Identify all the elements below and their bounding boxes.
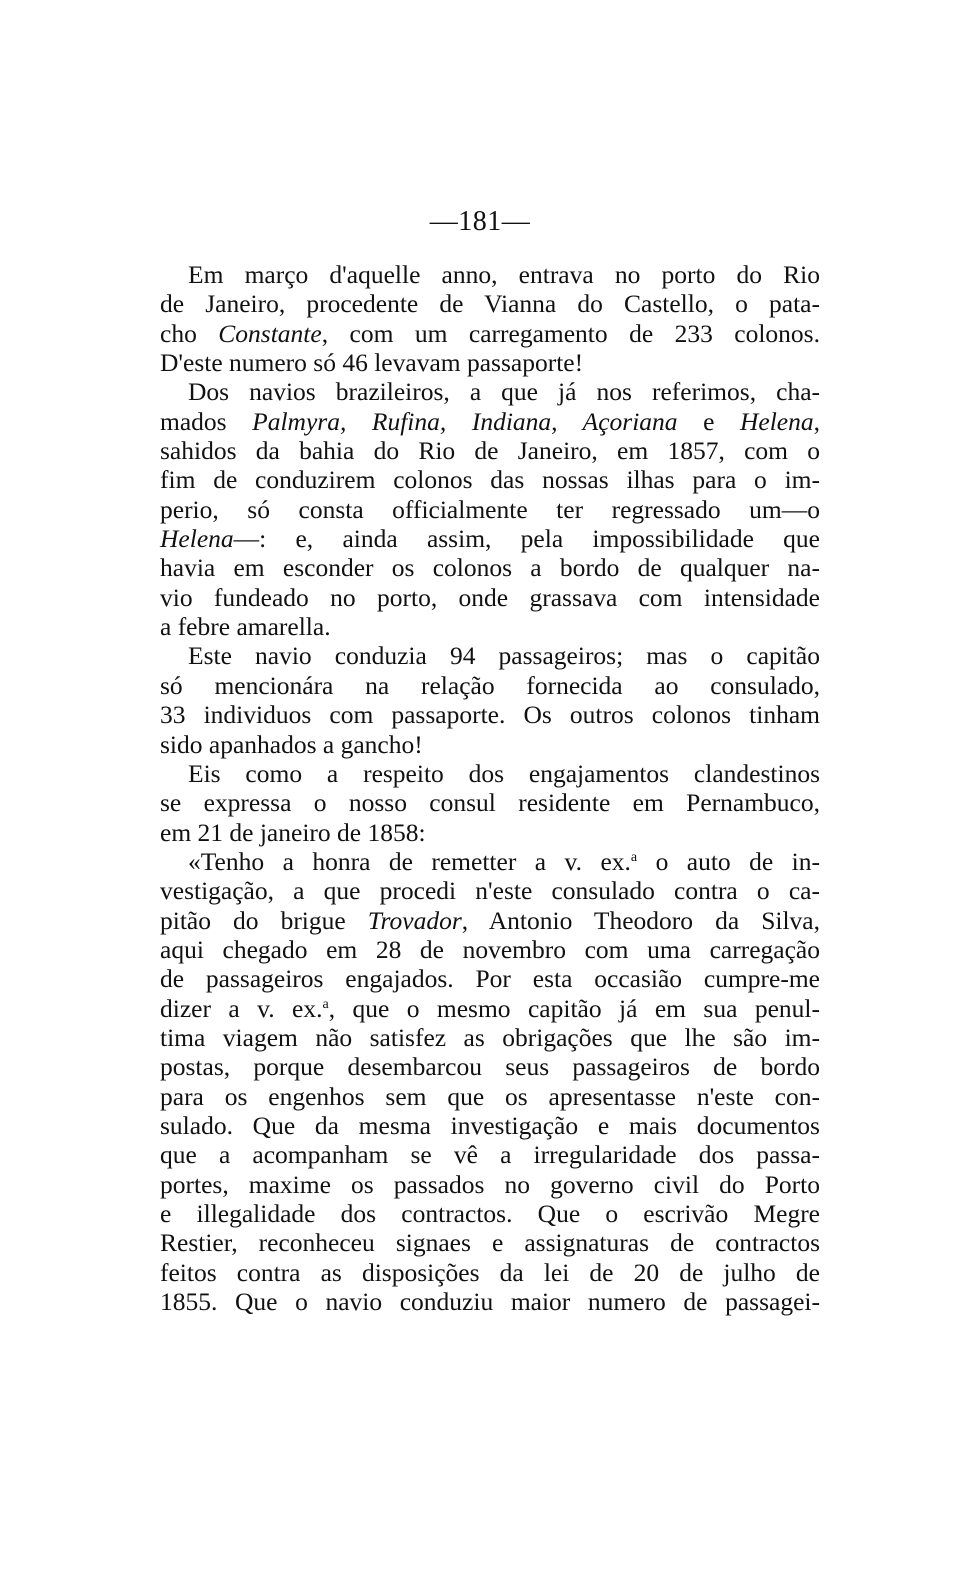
text-line: Dos navios brazileiros, a que já nos referimos, cha- bbox=[188, 377, 820, 407]
text-line: Restier, reconheceu signaes e assignaturas de contractos bbox=[160, 1228, 820, 1258]
text-line: de passageiros engajados. Por esta occasião cumpre-me bbox=[160, 964, 820, 994]
text-line: em 21 de janeiro de 1858: bbox=[160, 817, 426, 847]
text-line: 1855. Que o navio conduziu maior numero de passagei- bbox=[160, 1287, 820, 1317]
body-text bbox=[160, 260, 820, 1316]
text-line: havia em esconder os colonos a bordo de qualquer na- bbox=[160, 553, 820, 583]
text-line: sido apanhados a gancho! bbox=[160, 729, 423, 759]
text-line: postas, porque desembarcou seus passageiros de bordo bbox=[160, 1052, 820, 1082]
text-line: Em março d'aquelle anno, entrava no porto do Rio bbox=[188, 260, 820, 289]
text-line: dizer a v. ex.$^a$, que o mesmo capitão já em sua penul- bbox=[160, 993, 820, 1023]
text-line: portes, maxime os passados no governo civil do Porto bbox=[160, 1169, 820, 1199]
text-line: só mencionára na relação fornecida ao consulado, bbox=[160, 670, 820, 700]
text-line: perio, só consta officialmente ter regressado um—o bbox=[160, 494, 820, 524]
text-line: vio fundeado no porto, onde grassava com intensidade bbox=[160, 582, 820, 612]
text-line: cho Constante, com um carregamento de 233 colonos. bbox=[160, 318, 820, 348]
text-line: feitos contra as disposições da lei de 20 de julho de bbox=[160, 1257, 820, 1287]
text-line: tima viagem não satisfez as obrigações que lhe são im- bbox=[160, 1022, 820, 1052]
text-line: aqui chegado em 28 de novembro com uma carregação bbox=[160, 934, 820, 964]
text-line: sulado. Que da mesma investigação e mais documentos bbox=[160, 1110, 820, 1140]
text-line: se expressa o nosso consul residente em Pernambuco, bbox=[160, 788, 820, 818]
page-number: —181— bbox=[429, 206, 531, 237]
text-line: vestigação, a que procedi n'este consulado contra o ca- bbox=[160, 876, 820, 906]
text-line: mados Palmyra, Rufina, Indiana, Açoriana e Helena, bbox=[160, 406, 820, 436]
text-line: a febre amarella. bbox=[160, 612, 331, 642]
text-line: «Tenho a honra de remetter a v. ex.$^a$ o auto de in- bbox=[188, 846, 820, 876]
text-line: fim de conduzirem colonos das nossas ilhas para o im- bbox=[160, 465, 820, 495]
text-line: pitão do brigue Trovador, Antonio Theodoro da Silva, bbox=[160, 905, 820, 935]
text-line: Eis como a respeito dos engajamentos clandestinos bbox=[188, 758, 820, 788]
text-line: de Janeiro, procedente de Vianna do Castello, o pata- bbox=[160, 289, 820, 319]
text-line: para os engenhos sem que os apresentasse n'este con- bbox=[160, 1081, 820, 1111]
text-line: Este navio conduzia 94 passageiros; mas o capitão bbox=[188, 641, 820, 671]
text-line: 33 individuos com passaporte. Os outros colonos tinham bbox=[160, 700, 820, 730]
text-line: sahidos da bahia do Rio de Janeiro, em 1857, com o bbox=[160, 436, 820, 466]
text-line: D'este numero só 46 levavam passaporte! bbox=[160, 348, 584, 378]
text-line: que a acompanham se vê a irregularidade dos passa- bbox=[160, 1140, 820, 1170]
text-line: Helena—: e, ainda assim, pela impossibilidade que bbox=[160, 524, 820, 554]
text-line: e illegalidade dos contractos. Que o escrivão Megre bbox=[160, 1199, 820, 1228]
